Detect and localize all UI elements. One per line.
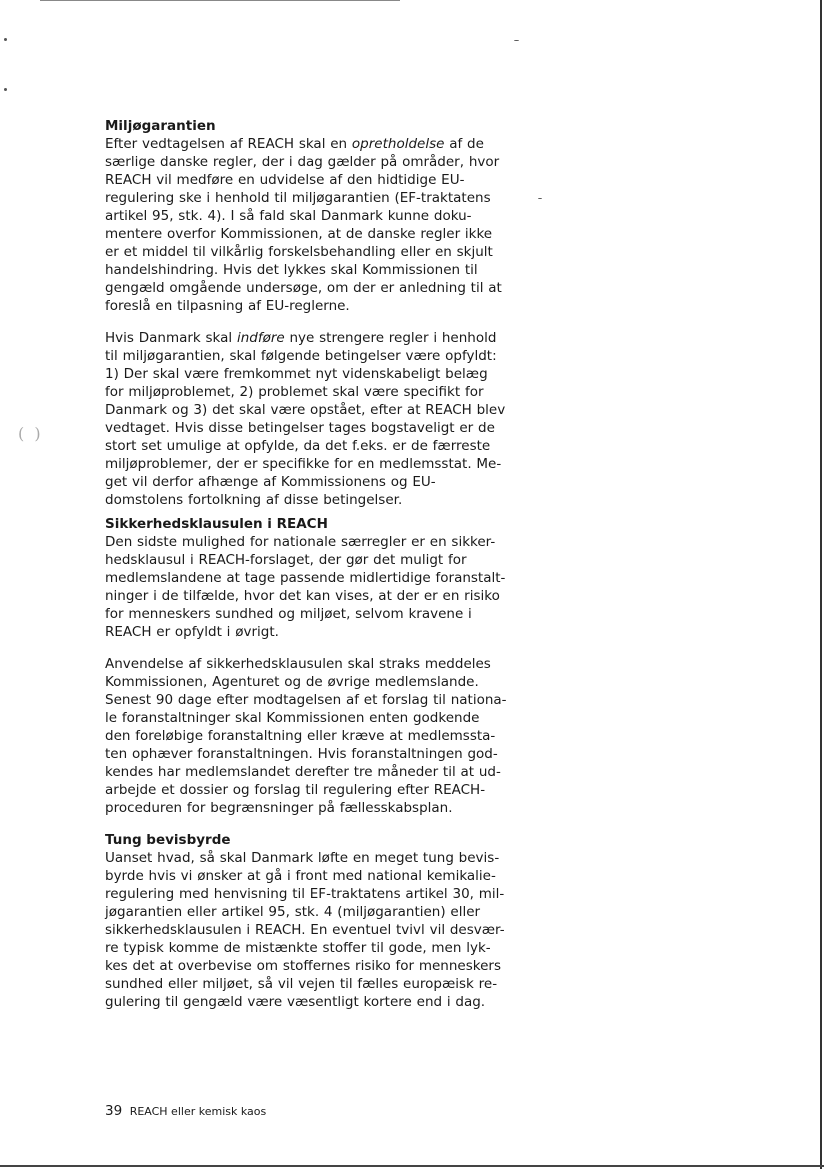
text-run: Hvis Danmark skal [105,330,237,346]
scan-mark-paren: ( ) [18,424,41,443]
paragraph [105,135,515,315]
paragraph: Uanset hvad, så skal Danmark løfte en meget tung bevis- byrde hvis vi ønsker at gå i front med national kemikalie- regulering med henvisning til EF-traktatens artikel 30, mil- jøgarantien eller artikel 95, stk. 4 (miljøgarantien) eller sikkerhedsklausulen i REACH. En eventuel tvivl vil desvær- re typisk komme de mistænkte stoffer til gode, men lyk- kes det at overbevise om stoffernes risiko for menneskers sundhed eller miljøet, så vil vejen til fælles europæisk re- gulering til gengæld være væsentligt kortere end i dag. [105,850,505,1010]
text-run: nye strengere regler i henhold til miljøgarantien, skal følgende betingelser være opfyldt: 1) Der skal være fremkommet nyt videnskabeligt belæg for miljøproblemet, 2) problemet skal være specifikt for Danmark og 3) det skal være opstået, efter at REACH blev vedtaget. Hvis disse betingelser tages bogstaveligt er de stort set umulige at opfylde, da det f.eks. er de færreste miljøproblemer, der er specifikke for en medlemsstat. Me- get vil derfor afhænge af Kommissionens og EU- domstolens fortolkning af disse betingelser. [105,330,506,508]
emphasis-text: indføre [236,330,285,346]
text-run: af de særlige danske regler, der i dag gælder på områder, hvor REACH vil medføre en udvidelse af den hidtidige EU- regulering ske i henhold til miljøgarantien (EF-traktatens artikel 95, stk. 4). I så fald skal Danmark kunne doku- mentere overfor Kommissionen, at de danske regler ikke er et middel til vilkårlig forskelsbehandling eller en skjult handelshindring. Hvis det lykkes skal Kommissionen til gengæld omgående undersøge, om der er anledning til at foreslå en tilpasning af EU-reglerne. [105,136,502,314]
page-body [105,117,515,1011]
scan-speck [514,40,519,41]
scan-speck [4,38,7,41]
bottom-rule [0,1165,824,1167]
text-run: Efter vedtagelsen af REACH skal en [105,136,352,152]
paragraph [105,329,515,509]
top-rule [40,0,400,1]
page-footer [105,1103,266,1119]
page-number: 39 [105,1103,123,1119]
paragraph: Den sidste mulighed for nationale særregler er en sikker- hedsklausul i REACH-forslaget, der gør det muligt for medlemslandene at tage passende midlertidige foranstalt- ninger i de tilfælde, hvor det kan vises, at der er en risiko for menneskers sundhed og miljøet, selvom kravene i REACH er opfyldt i øvrigt. [105,534,506,640]
scan-speck [4,88,7,91]
right-edge-rule [820,0,822,1169]
section-heading-tung-bevisbyrde: Tung bevisbyrde [105,832,231,848]
section-heading-sikkerhedsklausulen: Sikkerhedsklausulen i REACH [105,516,328,532]
emphasis-text: opretholdelse [351,136,445,152]
running-title: REACH eller kemisk kaos [129,1105,267,1118]
section-heading-miljogarantien: Miljøgarantien [105,118,216,134]
scan-speck [538,198,542,199]
paragraph: Anvendelse af sikkerhedsklausulen skal straks meddeles Kommissionen, Agenturet og de øvrige medlemslande. Senest 90 dage efter modtagelsen af et forslag til nationa- le foranstaltninger skal Kommissionen enten godkende den foreløbige foranstaltning eller kræve at medlemssta- ten ophæver foranstaltningen. Hvis foranstaltningen god- kendes har medlemslandet derefter tre måneder til at ud- arbejde et dossier og forslag til regulering efter REACH- proceduren for begrænsninger på fællesskabsplan. [105,656,507,816]
